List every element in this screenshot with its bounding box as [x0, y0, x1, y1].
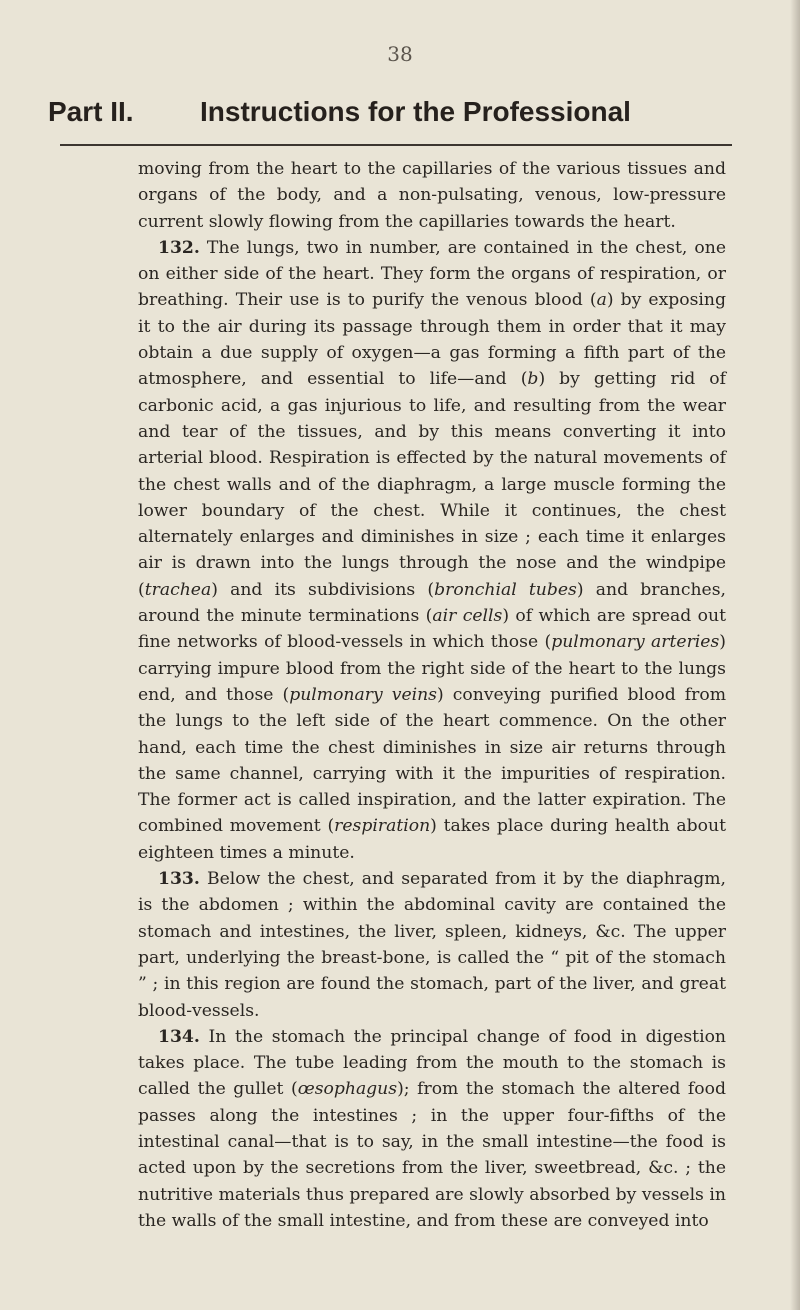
paragraph-number: 134. [158, 1026, 200, 1047]
text-run: In the stomach the principal change of food in digestion takes place. The tube leading from the mouth to the stomach is called the gullet ( [138, 1026, 726, 1100]
text-run: Below the chest, and separated from it by the diaphragm, is the abdomen ; within the abdominal cavity are contained the stomach and intestines, the liver, spleen, kidneys, &c. The upper part, underlying the breast-bone, is called the “ pit of the stomach ” ; in this region are found the stomach, part of the liver, and great blood-vessels. [138, 869, 726, 1021]
text-run: ) takes place during health about eighteen times a minute. [138, 816, 726, 863]
header-title: Instructions for the Professional [200, 96, 631, 127]
text-run: The lungs, two in number, are contained in the chest, one on either side of the heart. They form the organs of respiration, or breathing. Their use is to purify the venous blood ( [138, 237, 726, 311]
paragraph [138, 866, 726, 1024]
text-run: ) and branches, around the minute terminations ( [138, 579, 726, 627]
italic-term: air cells [432, 606, 503, 627]
italic-term: bronchial tubes [434, 579, 577, 600]
paragraph [138, 1024, 726, 1234]
text-run: ) by exposing it to the air during its passage through them in order that it may obtain a due supply of oxygen—a gas forming a fifth part of the atmosphere, and essential to life—and ( [138, 290, 727, 390]
page-number: 38 [387, 42, 413, 66]
paragraph-number: 132. [158, 237, 200, 258]
italic-term: b [527, 369, 539, 390]
italic-term: a [596, 290, 607, 311]
italic-term: respiration [334, 816, 431, 837]
italic-term: trachea [144, 579, 212, 600]
text-run: moving from the heart to the capillaries of the various tissues and organs of the body, and a non-pulsating, venous, low-pressure current slowly flowing from the capillaries towards the heart. [138, 159, 726, 232]
paragraph [138, 156, 726, 235]
text-run: ) and its subdivisions ( [211, 579, 435, 600]
paragraph-number: 133. [158, 869, 200, 890]
paragraph [138, 235, 726, 866]
page-edge [790, 0, 800, 1310]
body-text [138, 156, 726, 1234]
text-run: ) conveying purified blood from the lungs to the left side of the heart commence. On the other hand, each time the chest diminishes in size air returns through the same channel, carrying with it the impurities of respiration. The former act is called inspiration, and the latter expiration. The combined movement ( [138, 684, 726, 837]
text-run: ) by getting rid of carbonic acid, a gas injurious to life, and resulting from the wear and tear of the tissues, and by this means converting it into arterial blood. Respiration is effected by the natural movements of the chest walls and of the diaphragm, a large muscle forming the lower boundary of the chest. While it continues, the chest alternately enlarges and diminishes in size ; each time it enlarges air is drawn into the lungs through the nose and the windpipe ( [138, 369, 726, 600]
italic-term: pulmonary veins [289, 684, 438, 705]
text-run: ); from the stomach the altered food passes along the intestines ; in the upper four-fifths of the intestinal canal—that is to say, in the small intestine—the food is acted upon by the secretions from the liver, sweetbread, &c. ; the nutritive materials thus prepared are slowly absorbed by vessels in the walls of the small intestine, and from these are conveyed into [138, 1079, 726, 1231]
text-run: ) of which are spread out fine networks of blood-vessels in which those ( [138, 606, 726, 653]
header-rule [60, 144, 732, 146]
text-run: ) carrying impure blood from the right side of the heart to the lungs end, and those ( [138, 632, 726, 705]
italic-term: œsophagus [297, 1079, 398, 1100]
italic-term: pulmonary arteries [551, 632, 720, 653]
header-part: Part II. [48, 96, 134, 127]
